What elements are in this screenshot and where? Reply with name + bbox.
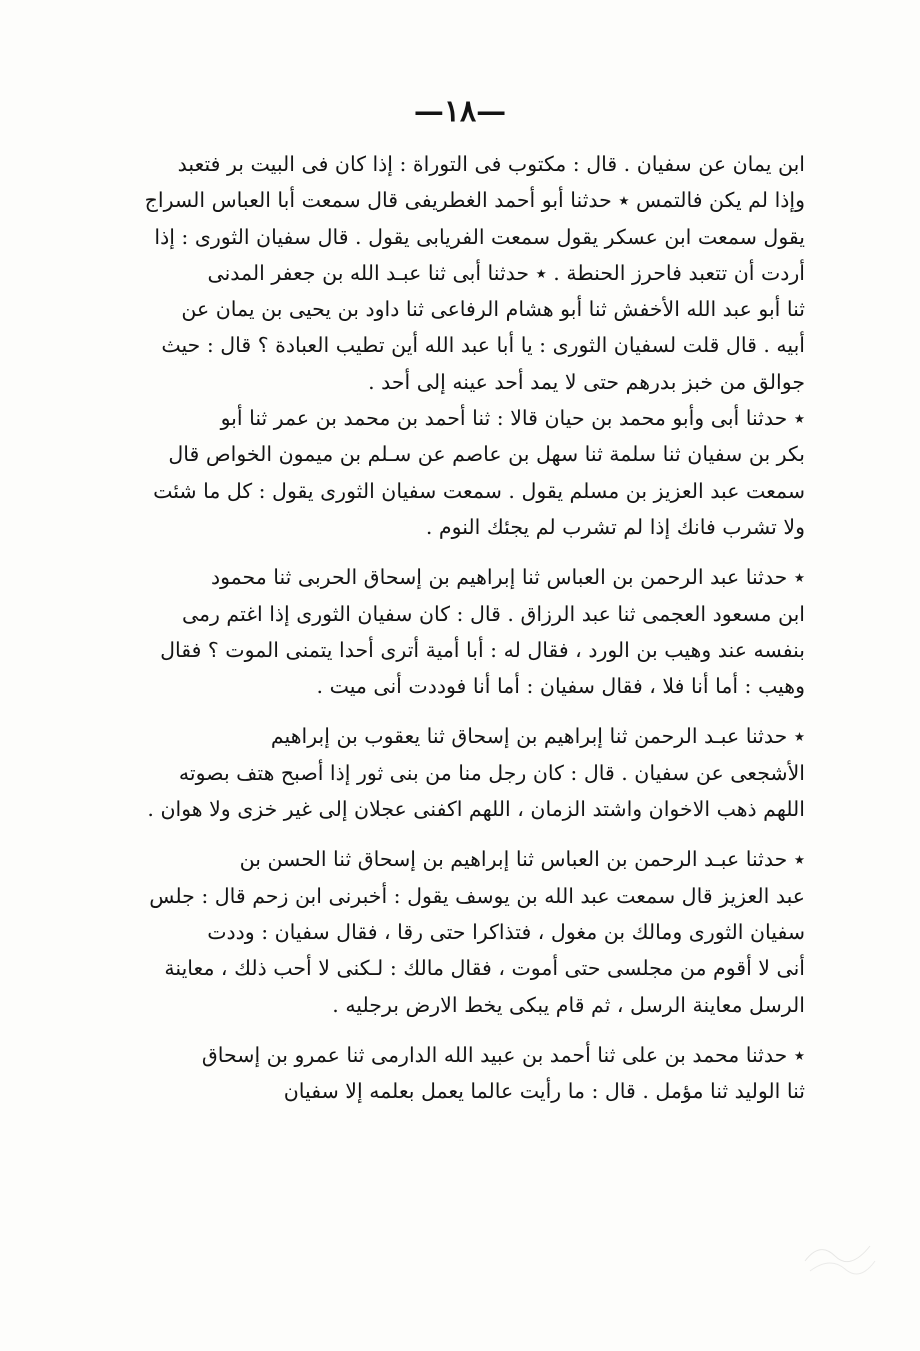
text-line: سمعت عبد العزيز بن مسلم يقول . سمعت سفيان الثورى يقول : كل ما شئت bbox=[153, 478, 805, 503]
page-body-text bbox=[125, 146, 805, 1109]
text-line: ‌٭ حدثنا أبى وأبو محمد بن حيان قالا : ثنا أحمد بن محمد بن عمر ثنا أبو bbox=[220, 406, 805, 431]
text-line: ‌٭ حدثنا عبـد الرحمن بن العباس ثنا إبراهيم بن إسحاق ثنا الحسن بن bbox=[239, 847, 805, 872]
text-line: ‌٭ حدثنا عبـد الرحمن ثنا إبراهيم بن إسحاق ثنا يعقوب بن إبراهيم bbox=[270, 724, 805, 749]
text-line: سفيان الثورى ومالك بن مغول ، فتذاكرا حتى رقا ، فقال سفيان : وددت bbox=[207, 919, 805, 944]
paper-smudge bbox=[800, 1201, 880, 1281]
text-line: عبد العزيز قال سمعت عبد الله بن يوسف يقول : أخبرنى ابن زحم قال : جلس bbox=[149, 883, 805, 908]
text-line: بكر بن سفيان ثنا سلمة ثنا سهل بن عاصم عن سـلم بن ميمون الخواص قال bbox=[168, 442, 805, 467]
text-line: الأشجعى عن سفيان . قال : كان رجل منا من بنى ثور إذا أصبح هتف بصوته bbox=[178, 760, 805, 785]
text-line: ثنا أبو عبد الله الأخفش ثنا أبو هشام الرفاعى ثنا داود بن يحيى بن يمان عن bbox=[181, 297, 805, 322]
text-line: ثنا الوليد ثنا مؤمل . قال : ما رأيت عالما يعمل بعلمه إلا سفيان bbox=[283, 1079, 805, 1104]
text-line: أنى لا أقوم من مجلسى حتى أموت ، فقال مالك : لـكنى لا أحب ذلك ، معاينة bbox=[164, 956, 805, 981]
text-line: ‌٭ حدثنا عبد الرحمن بن العباس ثنا إبراهيم بن إسحاق الحربى ثنا محمود bbox=[210, 565, 805, 590]
text-line: وهيب : أما أنا فلا ، فقال سفيان : أما أنا فوددت أنى ميت . bbox=[316, 674, 805, 699]
text-line: ولا تشرب فانك إذا لم تشرب لم يجئك النوم . bbox=[425, 514, 805, 539]
text-line: أبيه . قال قلت لسفيان الثورى : يا أبا عبد الله أين تطيب العبادة ؟ قال : حيث bbox=[161, 333, 805, 358]
text-line: ‌٭ حدثنا محمد بن على ثنا أحمد بن عبيد الله الدارمى ثنا عمرو بن إسحاق bbox=[201, 1042, 805, 1067]
text-line: ابن يمان عن سفيان . قال : مكتوب فى التوراة : إذا كان فى البيت بر فتعبد bbox=[177, 152, 805, 176]
text-line: اللهم ذهب الاخوان واشتد الزمان ، اللهم اكفنى عجلان إلى غير خزى ولا هوان . bbox=[147, 797, 805, 822]
text-line: أردت أن تتعبد فاحرز الحنطة . ‌٭ حدثنا أبى ثنا عبـد الله بن جعفر المدنى bbox=[207, 260, 805, 285]
text-line: بنفسه عند وهيب بن الورد ، فقال له : أبا أمية أترى أحدا يتمنى الموت ؟ فقال bbox=[160, 637, 805, 662]
text-line: ابن مسعود العجمى ثنا عبد الرزاق . قال : كان سفيان الثورى إذا اغتم رمى bbox=[181, 601, 805, 626]
page-number: —١٨— bbox=[413, 94, 507, 129]
text-line: يقول سمعت ابن عسكر يقول سمعت الفريابى يقول . قال سفيان الثورى : إذا bbox=[154, 224, 805, 249]
text-line: جوالق من خبز بدرهم حتى لا يمد أحد عينه إلى أحد . bbox=[368, 369, 805, 394]
text-line: الرسل معاينة الرسل ، ثم قام يبكى يخط الارض برجليه . bbox=[332, 992, 805, 1017]
text-line: وإذا لم يكن فالتمس ‌٭ حدثنا أبو أحمد الغطريفى قال سمعت أبا العباس السراج bbox=[144, 188, 805, 213]
